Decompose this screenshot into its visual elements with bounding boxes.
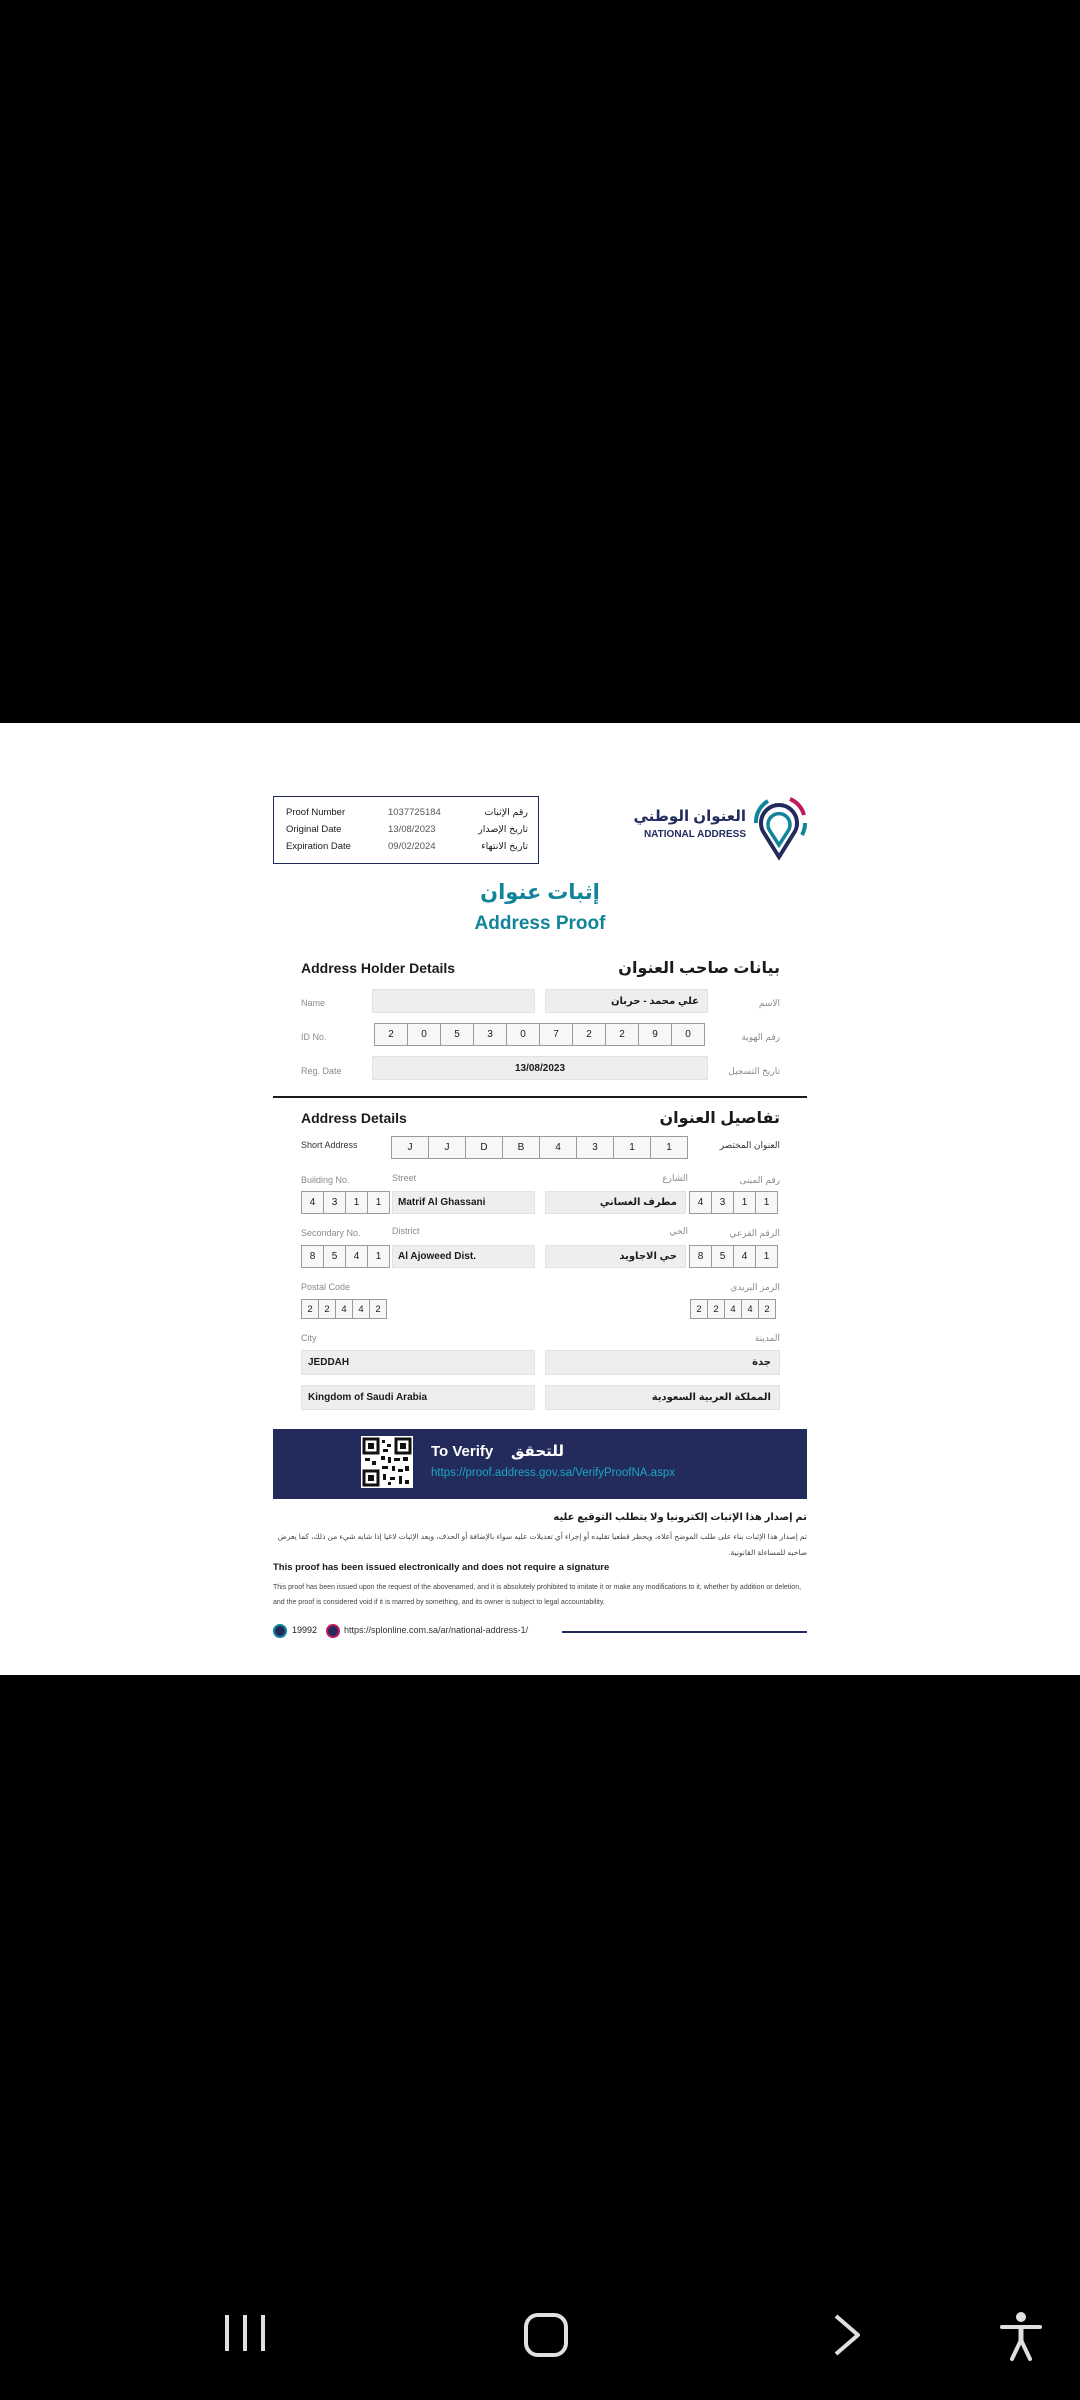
city-label: City bbox=[301, 1333, 317, 1343]
secondary-digit: 5 bbox=[323, 1245, 346, 1268]
name-field-en bbox=[372, 989, 535, 1013]
id-label: ID No. bbox=[301, 1032, 327, 1042]
national-address-logo bbox=[625, 793, 810, 865]
secondary-label-ar: الرقم الفرعي bbox=[729, 1228, 780, 1238]
secondary-digit: 5 bbox=[711, 1245, 734, 1268]
street-label-ar: الشارع bbox=[662, 1173, 688, 1183]
reg-date-label-ar: تاريخ التسجيل bbox=[728, 1066, 780, 1076]
short-address-char: B bbox=[502, 1136, 540, 1159]
country-field-en: Kingdom of Saudi Arabia bbox=[301, 1385, 535, 1410]
city-field-ar: جدة bbox=[545, 1350, 780, 1375]
notice-body-ar: تم إصدار هذا الإثبات بناء على طلب الموضح أعلاه، ويحظر قطعيا تقليده أو إجراء أي تعديلات عليه سواء بالإضافة أو الحذف، ويعد الإثبات لاغيا إذا شابه شيء من ذلك، كما يعرض صاحبه للمساءلة القانونية. bbox=[277, 1532, 807, 1557]
expiration-date-label-ar: تاريخ الانتهاء bbox=[481, 841, 528, 852]
building-digit: 1 bbox=[733, 1191, 756, 1214]
name-label-ar: الاسم bbox=[758, 998, 780, 1008]
secondary-digit: 8 bbox=[689, 1245, 712, 1268]
accessibility-icon[interactable] bbox=[998, 2310, 1044, 2362]
holder-heading-ar: بيانات صاحب العنوان bbox=[618, 960, 780, 977]
secondary-digit: 4 bbox=[733, 1245, 756, 1268]
building-label-ar: رقم المبنى bbox=[739, 1175, 780, 1185]
address-heading-ar: تفاصيل العنوان bbox=[659, 1110, 780, 1127]
short-address-char: 3 bbox=[576, 1136, 614, 1159]
building-number-cells bbox=[301, 1191, 389, 1214]
recent-apps-icon[interactable] bbox=[222, 2313, 268, 2353]
logo-text-ar: العنوان الوطني bbox=[633, 808, 746, 825]
postal-digit: 2 bbox=[690, 1299, 708, 1319]
building-digit: 3 bbox=[711, 1191, 734, 1214]
doc-title-ar: إثبات عنوان bbox=[480, 881, 600, 904]
original-date-value: 13/08/2023 bbox=[388, 824, 436, 835]
building-digit: 1 bbox=[345, 1191, 368, 1214]
building-digit: 1 bbox=[367, 1191, 390, 1214]
expiration-date-label: Expiration Date bbox=[286, 841, 351, 852]
postal-code-cells bbox=[301, 1299, 386, 1319]
globe-icon bbox=[326, 1624, 340, 1638]
proof-number-value: 1037725184 bbox=[388, 807, 441, 818]
proof-number-label: Proof Number bbox=[286, 807, 346, 818]
postal-digit: 4 bbox=[724, 1299, 742, 1319]
building-label: Building No. bbox=[301, 1175, 350, 1185]
short-address-label-ar: العنوان المختصر bbox=[719, 1140, 780, 1150]
back-icon[interactable] bbox=[830, 2312, 866, 2358]
district-label: District bbox=[392, 1226, 420, 1236]
postal-digit: 2 bbox=[301, 1299, 319, 1319]
doc-title-en: Address Proof bbox=[474, 913, 606, 934]
postal-digit: 4 bbox=[741, 1299, 759, 1319]
postal-code-label: Postal Code bbox=[301, 1282, 351, 1292]
expiration-date-value: 09/02/2024 bbox=[388, 841, 436, 852]
verify-link[interactable]: https://proof.address.gov.sa/VerifyProofNA.aspx bbox=[431, 1467, 675, 1479]
id-digit: 5 bbox=[440, 1023, 474, 1046]
building-number-cells-ar bbox=[689, 1191, 777, 1214]
city-label-ar: المدينة bbox=[754, 1333, 780, 1343]
building-digit: 4 bbox=[689, 1191, 712, 1214]
proof-info-box bbox=[273, 796, 539, 864]
section-divider bbox=[273, 1096, 807, 1098]
id-label-ar: رقم الهوية bbox=[741, 1032, 780, 1042]
qr-code-icon bbox=[361, 1436, 413, 1488]
id-digit: 2 bbox=[605, 1023, 639, 1046]
id-digit: 0 bbox=[407, 1023, 441, 1046]
short-address-char: J bbox=[391, 1136, 429, 1159]
home-icon[interactable] bbox=[522, 2311, 570, 2359]
footer-divider bbox=[562, 1631, 807, 1633]
verify-title-ar: للتحقق bbox=[511, 1443, 565, 1460]
notice-body-en: This proof has been issued upon the request of the abovenamed, and it is absolutely prohibited to imitate it or make any modifications to it, whether by addition or deletion, and the proof is considered void if it is marred by something, and its owner is subject to legal accountability. bbox=[273, 1584, 802, 1606]
secondary-number-cells-ar bbox=[689, 1245, 777, 1268]
district-field-en: Al Ajoweed Dist. bbox=[392, 1245, 535, 1268]
id-digit: 2 bbox=[572, 1023, 606, 1046]
location-pin-icon bbox=[748, 793, 810, 863]
id-digit: 0 bbox=[671, 1023, 705, 1046]
street-field-ar: مطرف الغساني bbox=[545, 1191, 686, 1214]
secondary-number-cells bbox=[301, 1245, 389, 1268]
original-date-label: Original Date bbox=[286, 824, 342, 835]
short-address-char: J bbox=[428, 1136, 466, 1159]
district-label-ar: الحي bbox=[669, 1226, 688, 1236]
short-address-char: D bbox=[465, 1136, 503, 1159]
reg-date-field: 13/08/2023 bbox=[372, 1056, 708, 1080]
name-field-ar: علي محمد - حربان bbox=[545, 989, 708, 1013]
country-field-ar: المملكة العربية السعودية bbox=[545, 1385, 780, 1410]
verify-banner bbox=[273, 1429, 807, 1499]
navigation-bar bbox=[0, 2265, 1080, 2400]
postal-digit: 2 bbox=[318, 1299, 336, 1319]
footer-phone: 19992 bbox=[292, 1625, 318, 1635]
id-digit: 3 bbox=[473, 1023, 507, 1046]
secondary-digit: 4 bbox=[345, 1245, 368, 1268]
postal-code-label-ar: الرمز البريدي bbox=[730, 1282, 780, 1292]
secondary-digit: 8 bbox=[301, 1245, 324, 1268]
notice-heading-ar: تم إصدار هذا الإثبات إلكترونيا ولا يتطلب التوقيع عليه bbox=[553, 1512, 807, 1523]
postal-digit: 2 bbox=[369, 1299, 387, 1319]
secondary-digit: 1 bbox=[367, 1245, 390, 1268]
city-field-en: JEDDAH bbox=[301, 1350, 535, 1375]
building-digit: 1 bbox=[755, 1191, 778, 1214]
short-address-cells bbox=[391, 1136, 687, 1159]
id-digit: 2 bbox=[374, 1023, 408, 1046]
secondary-label: Secondary No. bbox=[301, 1228, 361, 1238]
postal-digit: 4 bbox=[352, 1299, 370, 1319]
short-address-char: 1 bbox=[650, 1136, 688, 1159]
postal-digit: 2 bbox=[758, 1299, 776, 1319]
logo-text-en: NATIONAL ADDRESS bbox=[643, 829, 746, 840]
postal-digit: 4 bbox=[335, 1299, 353, 1319]
notice-heading-en: This proof has been issued electronically and does not require a signature bbox=[273, 1562, 610, 1573]
building-digit: 3 bbox=[323, 1191, 346, 1214]
short-address-char: 1 bbox=[613, 1136, 651, 1159]
verify-title-en: To Verify bbox=[431, 1443, 494, 1460]
reg-date-label: Reg. Date bbox=[301, 1066, 342, 1076]
name-label: Name bbox=[301, 998, 326, 1008]
address-heading-en: Address Details bbox=[301, 1110, 407, 1126]
postal-digit: 2 bbox=[707, 1299, 725, 1319]
postal-code-cells-ar bbox=[690, 1299, 775, 1319]
id-digit: 7 bbox=[539, 1023, 573, 1046]
proof-number-label-ar: رقم الإثبات bbox=[484, 807, 528, 818]
street-field-en: Matrif Al Ghassani bbox=[392, 1191, 535, 1214]
secondary-digit: 1 bbox=[755, 1245, 778, 1268]
phone-icon bbox=[273, 1624, 287, 1638]
id-digit: 0 bbox=[506, 1023, 540, 1046]
footer-link[interactable]: https://splonline.com.sa/ar/national-address-1/ bbox=[344, 1625, 529, 1635]
district-field-ar: حي الاجاويد bbox=[545, 1245, 686, 1268]
building-digit: 4 bbox=[301, 1191, 324, 1214]
original-date-label-ar: تاريخ الإصدار bbox=[478, 824, 528, 835]
short-address-char: 4 bbox=[539, 1136, 577, 1159]
street-label: Street bbox=[392, 1173, 417, 1183]
holder-heading-en: Address Holder Details bbox=[301, 960, 456, 976]
short-address-label: Short Address bbox=[301, 1140, 358, 1150]
id-number-cells bbox=[374, 1023, 704, 1046]
address-proof-document bbox=[0, 723, 1080, 1675]
id-digit: 9 bbox=[638, 1023, 672, 1046]
